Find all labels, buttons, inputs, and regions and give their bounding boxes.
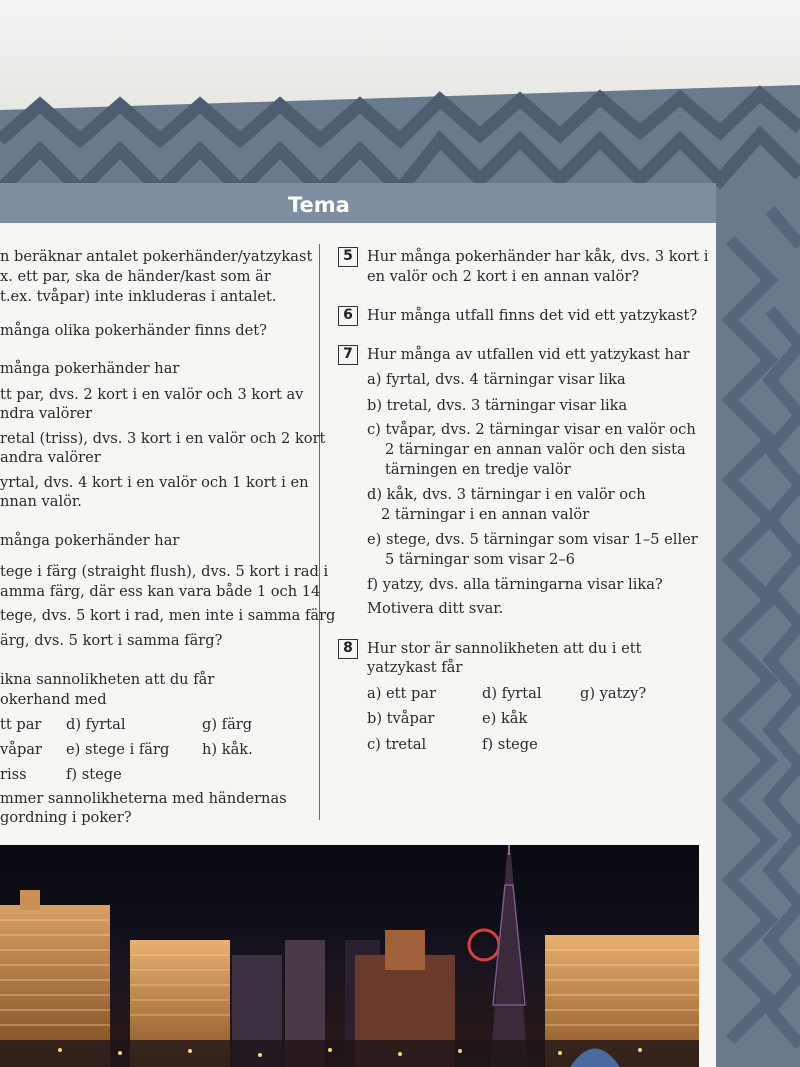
question-8-option: c) tretal — [367, 736, 427, 753]
text-line: andra valörer — [0, 449, 101, 466]
question-7-option: d) kåk, dvs. 3 tärningar i en valör och — [367, 486, 646, 503]
question-number-7: 7 — [338, 345, 358, 365]
question-line: många pokerhänder har — [0, 360, 180, 377]
question-number-8: 8 — [338, 639, 358, 659]
city-skyline-image — [0, 845, 699, 1067]
question-line: många pokerhänder har — [0, 532, 180, 549]
option-item: d) fyrtal — [66, 716, 126, 733]
text-line: n beräknar antalet pokerhänder/yatzykast — [0, 248, 313, 265]
column-divider — [319, 244, 320, 820]
text-line: ärg, dvs. 5 kort i samma färg? — [0, 632, 223, 649]
question-8-line: yatzykast får — [367, 659, 463, 676]
text-line: tege, dvs. 5 kort i rad, men inte i samma färg — [0, 607, 336, 624]
question-7-option: b) tretal, dvs. 3 tärningar visar lika — [367, 397, 628, 414]
question-7-option: Motivera ditt svar. — [367, 600, 504, 617]
question-7-option: tärningen en tredje valör — [385, 461, 571, 478]
question-7-option: 2 tärningar i en annan valör — [381, 506, 590, 523]
text-line: tege i färg (straight flush), dvs. 5 kort i rad i — [0, 563, 329, 580]
option-item: våpar — [0, 741, 42, 758]
tema-header-bar — [0, 183, 716, 223]
option-item: f) stege — [66, 766, 122, 783]
option-item: riss — [0, 766, 27, 783]
option-item: g) färg — [202, 716, 253, 733]
question-7-option: f) yatzy, dvs. alla tärningarna visar lika? — [367, 576, 663, 593]
question-number-5: 5 — [338, 247, 358, 267]
text-line: x. ett par, ska de händer/kast som är — [0, 268, 271, 285]
text-line: gordning i poker? — [0, 809, 132, 826]
text-line: nnan valör. — [0, 493, 82, 510]
question-8-option: d) fyrtal — [482, 685, 542, 702]
question-8-option: f) stege — [482, 736, 538, 753]
option-item: e) stege i färg — [66, 741, 170, 758]
text-line: retal (triss), dvs. 3 kort i en valör och 2 kort — [0, 430, 326, 447]
text-line: tt par, dvs. 2 kort i en valör och 3 kort av — [0, 386, 304, 403]
question-line: många olika pokerhänder finns det? — [0, 322, 267, 339]
question-8-option: g) yatzy? — [580, 685, 647, 702]
question-8-option: e) kåk — [482, 710, 528, 727]
question-7-option: a) fyrtal, dvs. 4 tärningar visar lika — [367, 371, 626, 388]
question-5-line: Hur många pokerhänder har kåk, dvs. 3 kort i — [367, 248, 709, 265]
question-7-option: 5 tärningar som visar 2–6 — [385, 551, 575, 568]
question-8-line: Hur stor är sannolikheten att du i ett — [367, 640, 642, 657]
las-vegas-night-photo — [0, 845, 699, 1067]
text-line: okerhand med — [0, 691, 107, 708]
question-6-line: Hur många utfall finns det vid ett yatzykast? — [367, 307, 698, 324]
question-8-option: a) ett par — [367, 685, 437, 702]
text-line: yrtal, dvs. 4 kort i en valör och 1 kort i en — [0, 474, 309, 491]
option-item: h) kåk. — [202, 741, 253, 758]
question-5-line: en valör och 2 kort i en annan valör? — [367, 268, 640, 285]
question-number-6: 6 — [338, 306, 358, 326]
text-line: amma färg, där ess kan vara både 1 och 14 — [0, 583, 321, 600]
question-line: ikna sannolikheten att du får — [0, 671, 215, 688]
page-title: Tema — [288, 193, 350, 217]
question-7-option: e) stege, dvs. 5 tärningar som visar 1–5 eller — [367, 531, 698, 548]
text-line: t.ex. tvåpar) inte inkluderas i antalet. — [0, 288, 277, 305]
question-7-line: Hur många av utfallen vid ett yatzykast har — [367, 346, 690, 363]
question-7-option: 2 tärningar en annan valör och den sista — [385, 441, 686, 458]
question-7-option: c) tvåpar, dvs. 2 tärningar visar en valör och — [367, 421, 696, 438]
question-line: mmer sannolikheterna med händernas — [0, 790, 287, 807]
text-line: ndra valörer — [0, 405, 93, 422]
question-8-option: b) tvåpar — [367, 710, 435, 727]
option-item: tt par — [0, 716, 42, 733]
